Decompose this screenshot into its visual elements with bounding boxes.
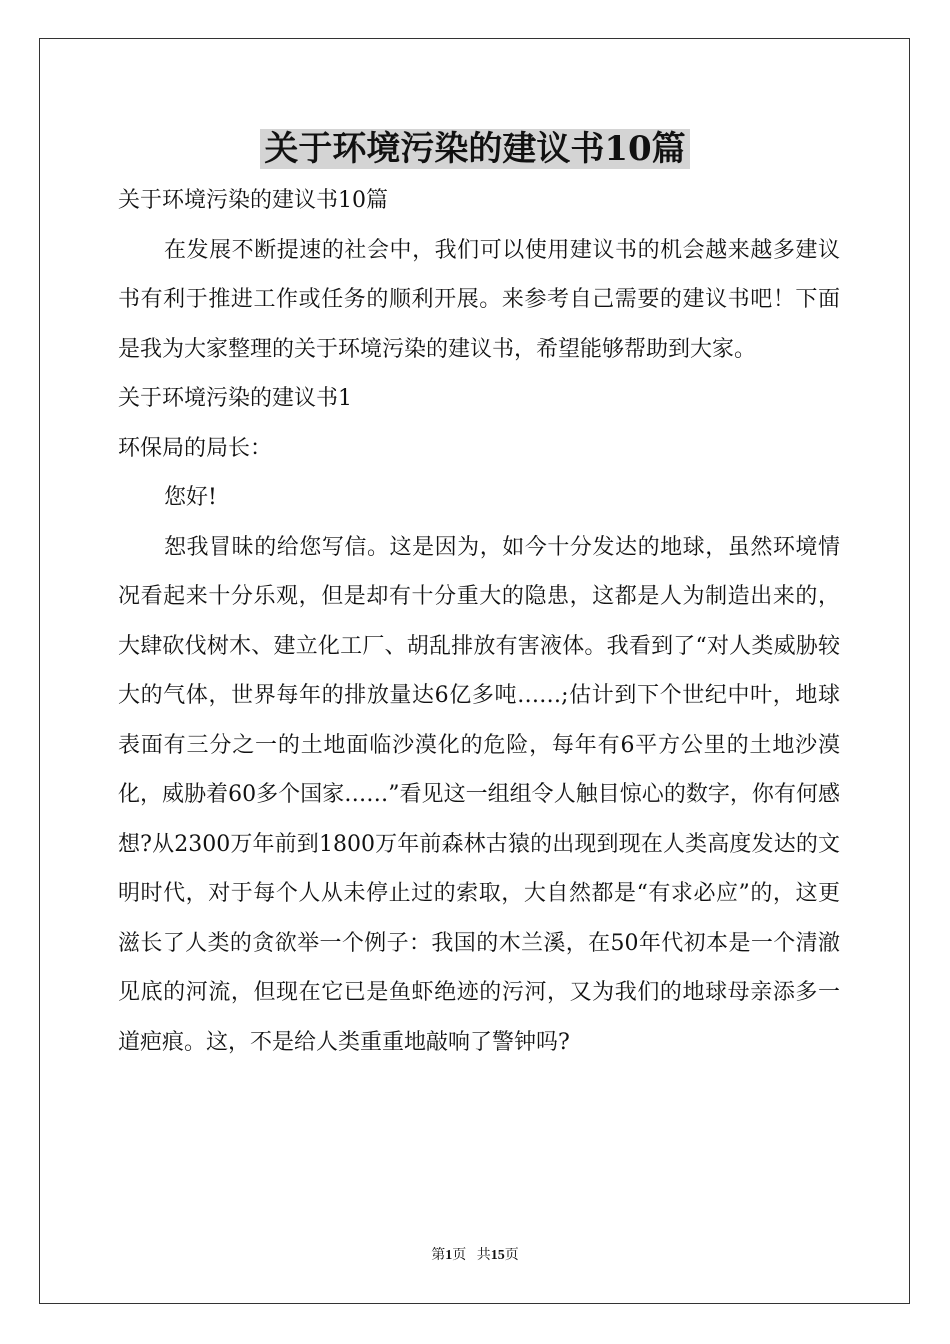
document-body [118,176,840,1067]
intro-paragraph: 在发展不断提速的社会中，我们可以使用建议书的机会越来越多建议书有利于推进工作或任务的顺利开展。来参考自己需要的建议书吧！下面是我为大家整理的关于环境污染的建议书，希望能够帮助到大家。 [118,237,840,362]
total-suffix: 页 [504,1248,519,1263]
letter-salutation: 环保局的局长： [118,435,273,461]
document-title-text: 关于环境污染的建议书10篇 [260,129,689,169]
page-number: 1 [445,1248,453,1263]
letter-greeting: 您好! [164,485,217,510]
document-title [0,125,950,173]
total-prefix: 共 [476,1248,491,1263]
document-subtitle: 关于环境污染的建议书10篇 [118,188,388,213]
letter-body-paragraph: 恕我冒昧的给您写信。这是因为，如今十分发达的地球，虽然环境情况看起来十分乐观，但是却有十分重大的隐患，这都是人为制造出来的，大肆砍伐树木、建立化工厂、胡乱排放有害液体。我看到了“对人类威胁较大的气体，世界每年的排放量达6亿多吨……;估计到下个世纪中叶，地球表面有三分之一的土地面临沙漠化的危险，每年有6平方公里的土地沙漠化，威胁着60多个国家……”看见这一组组令人触目惊心的数字，你有何感想?从2300万年前到1800万年前森林古猿的出现到现在人类高度发达的文明时代，对于每个人从未停止过的索取，大自然都是“有求必应”的，这更滋长了人类的贪欲举一个例子：我国的木兰溪，在50年代初本是一个清澈见底的河流，但现在它已是鱼虾绝迹的污河，又为我们的地球母亲添多一道疤痕。这，不是给人类重重地敲响了警钟吗? [118,534,840,1055]
page-footer [0,1246,950,1266]
page-suffix: 页 [452,1248,467,1263]
total-pages: 15 [490,1248,505,1263]
section-heading: 关于环境污染的建议书1 [118,386,352,411]
page-prefix: 第 [431,1248,446,1263]
